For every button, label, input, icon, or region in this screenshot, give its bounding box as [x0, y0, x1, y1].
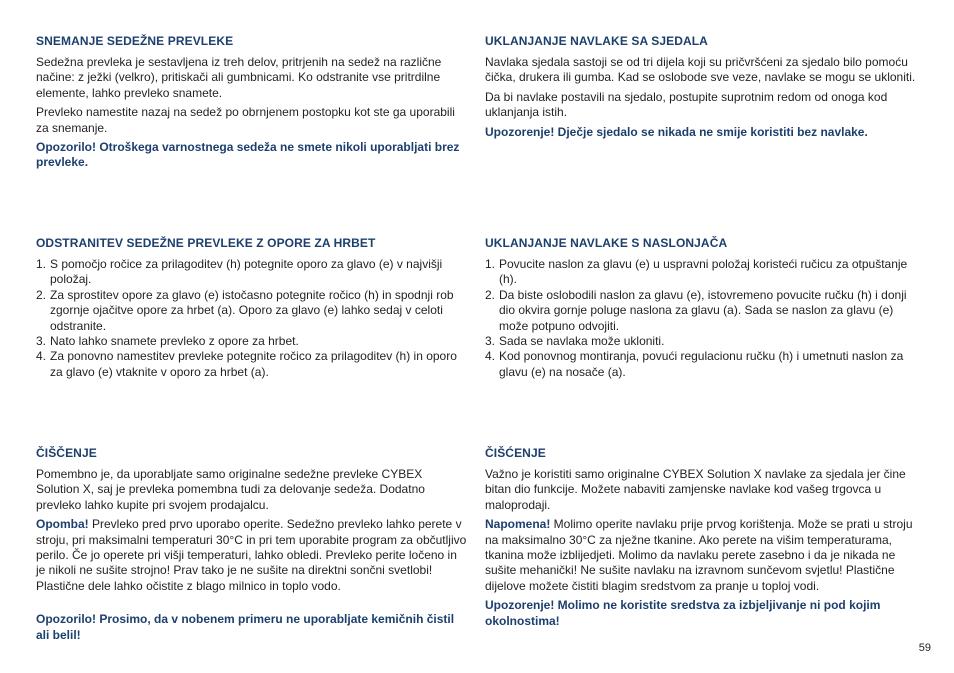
note-label: Opomba!	[36, 517, 89, 532]
section-heading: ČIŠČENJE	[36, 446, 97, 460]
list-item: 4. Kod ponovnog montiranja, povući regulacionu ručku (h) i umetnuti naslon za glavu (e) na nosače (a).	[485, 349, 904, 379]
warning-text: Upozorenje! Dječje sjedalo se nikada ne smije koristiti bez navlake.	[485, 124, 868, 139]
note-label: Napomena!	[485, 517, 551, 532]
section-heading: UKLANJANJE NAVLAKE S NASLONJAČA	[485, 236, 728, 250]
paragraph: Da bi navlake postavili na sjedalo, postupite suprotnim redom od onoga kod uklanjanja istih.	[485, 89, 888, 120]
list-item: 4. Za ponovno namestitev prevleke potegnite ročico za prilagoditev (h) in oporo za glavo (e) vtaknite v oporo za hrbet (a).	[36, 349, 457, 379]
section-cleaning-sl	[36, 446, 468, 647]
list-item: 3. Nato lahko snamete prevleko z opore za hrbet.	[36, 334, 299, 349]
list-item: 2. Da biste oslobodili naslon za glavu (e), istovremeno povucite ručku (h) i donji dio okvira gornje poluge naslona za glavu (a). Sada se naslon za glavu (e) može potpuno odvojiti.	[485, 287, 907, 333]
paragraph: Navlaka sjedala sastoji se od tri dijela koji su pričvršćeni za sjedalo bilo pomoću čička, drukera ili gumba. Kad se oslobode sve veze, navlake se mogu se ukloniti.	[485, 55, 916, 85]
paragraph: Važno je koristiti samo originalne CYBEX Solution X navlake za sjedala jer čine bitan dio funkcije. Možete nabaviti zamjenske navlake kod vašeg trgovca u maloprodaji.	[485, 467, 906, 512]
section-backrest-cover-removal-sl	[36, 236, 468, 380]
paragraph: Sedežna prevleka je sestavljena iz treh delov, pritrjenih na sedež na različne načine: z ježki (velkro), pritiskači ali gumbnicami. Ko odstranite vse pritrdilne elemente, lahko prevleko snamete.	[36, 55, 442, 100]
page-number: 59	[918, 642, 931, 654]
note-text: Molimo operite navlaku prije prvog korištenja. Može se prati u stroju na maksimalno 30°C za nježne tkanine. Ako perete na višim temperaturama, tkanina može izblijedjeti. Molimo da navlaku perete zasebno i da je nikada ne sušite mehanički! Ne sušite navlaku na izravnom sunčevom svjetlu! Plastične dijelove možete čistiti blagim sredstvom za pranje u toploj vodi.	[485, 517, 913, 593]
warning-text: Opozorilo! Prosimo, da v nobenem primeru ne uporabljate kemičnih čistil ali belil!	[36, 612, 455, 642]
section-heading: ODSTRANITEV SEDEŽNE PREVLEKE Z OPORE ZA HRBET	[36, 236, 376, 250]
section-heading: ČIŠĆENJE	[485, 446, 546, 460]
note-paragraph	[36, 517, 468, 594]
list-item: 2. Za sprostitev opore za glavo (e) istočasno potegnite ročico (h) in spodnji rob zgornje ojačitve opore za hrbet (a). Oporo za glavo (e) lahko sedaj v celoti odstranite.	[36, 287, 454, 333]
list-item: 1. Povucite naslon za glavu (e) u uspravni položaj koristeći ručicu za otpuštanje (h).	[485, 257, 908, 287]
note-paragraph	[485, 517, 917, 594]
section-backrest-cover-removal-hr	[485, 236, 917, 380]
section-heading: SNEMANJE SEDEŽNE PREVLEKE	[36, 34, 234, 48]
warning-text: Upozorenje! Molimo ne koristite sredstva za izbjeljivanje ni pod kojim okolnostima!	[485, 598, 881, 628]
warning-text: Opozorilo! Otroškega varnostnega sedeža ne smete nikoli uporabljati brez prevleke.	[36, 140, 460, 170]
list-item: 1. S pomočjo ročice za prilagoditev (h) potegnite oporo za glavo (e) v najvišji položaj.	[36, 257, 443, 287]
note-text: Prevleko pred prvo uporabo operite. Sedežno prevleko lahko perete v stroju, pri maksimalni temperaturi 30°C in pri tem uporabite program za občutljivo perilo. Če jo operete pri višji temperaturi, lahko obledi. Prevleko perite ločeno in je nikoli ne sušite strojno! Prav tako je ne sušite na direktni sončni svetlobi! Plastične dele lahko očistite z blago milnico in toplo vodo.	[36, 517, 467, 593]
paragraph: Pomembno je, da uporabljate samo originalne sedežne prevleke CYBEX Solution X, saj je prevleka pomembna tudi za delovanje sedeža. Dodatno prevleko lahko kupite pri svojem prodajalcu.	[36, 467, 425, 512]
section-heading: UKLANJANJE NAVLAKE SA SJEDALA	[485, 34, 708, 48]
list-item: 3. Sada se navlaka može ukloniti.	[485, 334, 665, 349]
section-seat-cover-removal-sl	[36, 34, 468, 175]
section-seat-cover-removal-hr	[485, 34, 917, 144]
paragraph: Prevleko namestite nazaj na sedež po obrnjenem postopku kot ste ga uporabili za snemanje.	[36, 105, 455, 135]
numbered-list	[485, 257, 917, 380]
numbered-list	[36, 257, 468, 380]
section-cleaning-hr	[485, 446, 917, 633]
